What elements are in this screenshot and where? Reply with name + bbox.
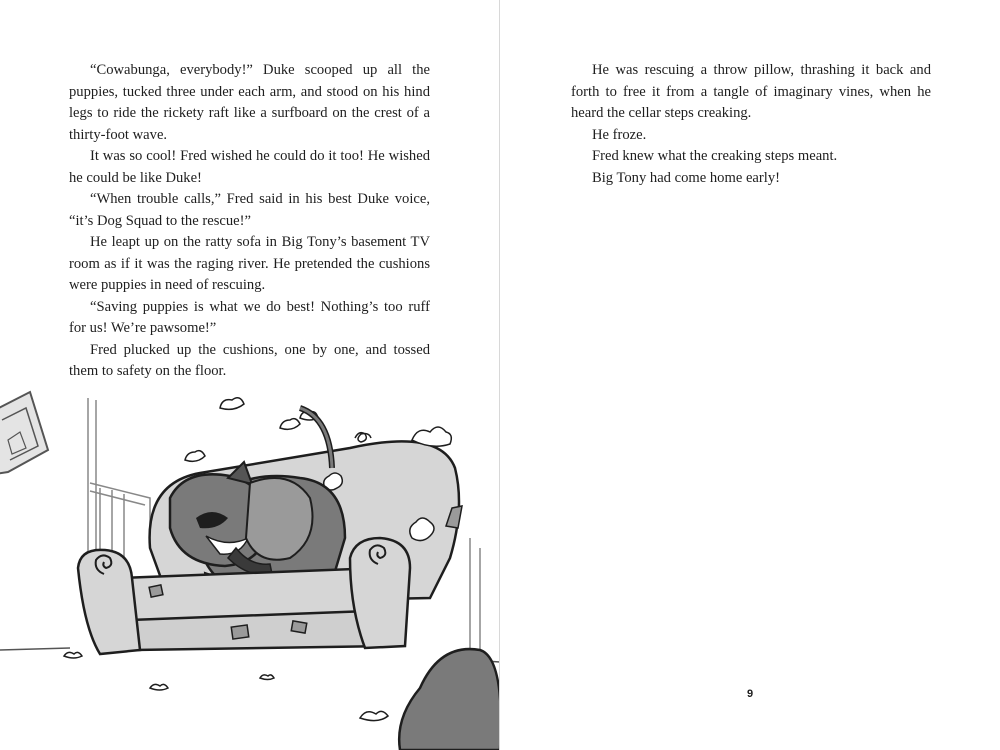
right-page-text (571, 60, 931, 189)
paragraph: He froze. (592, 126, 647, 143)
overturned-cushion (399, 649, 500, 750)
paragraph: “Cowabunga, everybody!” Duke scooped up all the puppies, tucked three under each arm, and stood on his hind legs to ride the rickety raft like a surfboard on the crest of a thirty-foot wave. (69, 62, 430, 143)
page-number: 9 (746, 688, 754, 700)
sofa-right-arm (350, 538, 410, 648)
paragraph: Fred knew what the creaking steps meant. (592, 148, 838, 164)
paragraph: It was so cool! Fred wished he could do it too! He wished he could be like Duke! (69, 148, 430, 186)
paragraph: He was rescuing a throw pillow, thrashing it back and forth to free it from a tangle of imaginary vines, when he heard the cellar steps creaking. (571, 62, 931, 121)
paragraph: “Saving puppies is what we do best! Nothing’s too ruff for us! We’re pawsome!” (69, 298, 430, 336)
dog-on-sofa-illustration (0, 388, 500, 750)
paragraph: Big Tony had come home early! (592, 169, 780, 186)
paragraph: Fred plucked up the cushions, one by one, and tossed them to safety on the floor. (69, 341, 430, 379)
wall-picture-frame (0, 392, 48, 474)
left-page-text (69, 60, 430, 383)
paragraph: He leapt up on the ratty sofa in Big Tony’s basement TV room as if it was the raging river. He pretended the cushions were puppies in need of rescuing. (69, 234, 430, 293)
curly-doodle (355, 433, 371, 442)
paragraph: “When trouble calls,” Fred said in his best Duke voice, “it’s Dog Squad to the rescue!” (69, 191, 430, 229)
floor-debris (64, 652, 388, 720)
sofa-left-arm (78, 550, 140, 654)
